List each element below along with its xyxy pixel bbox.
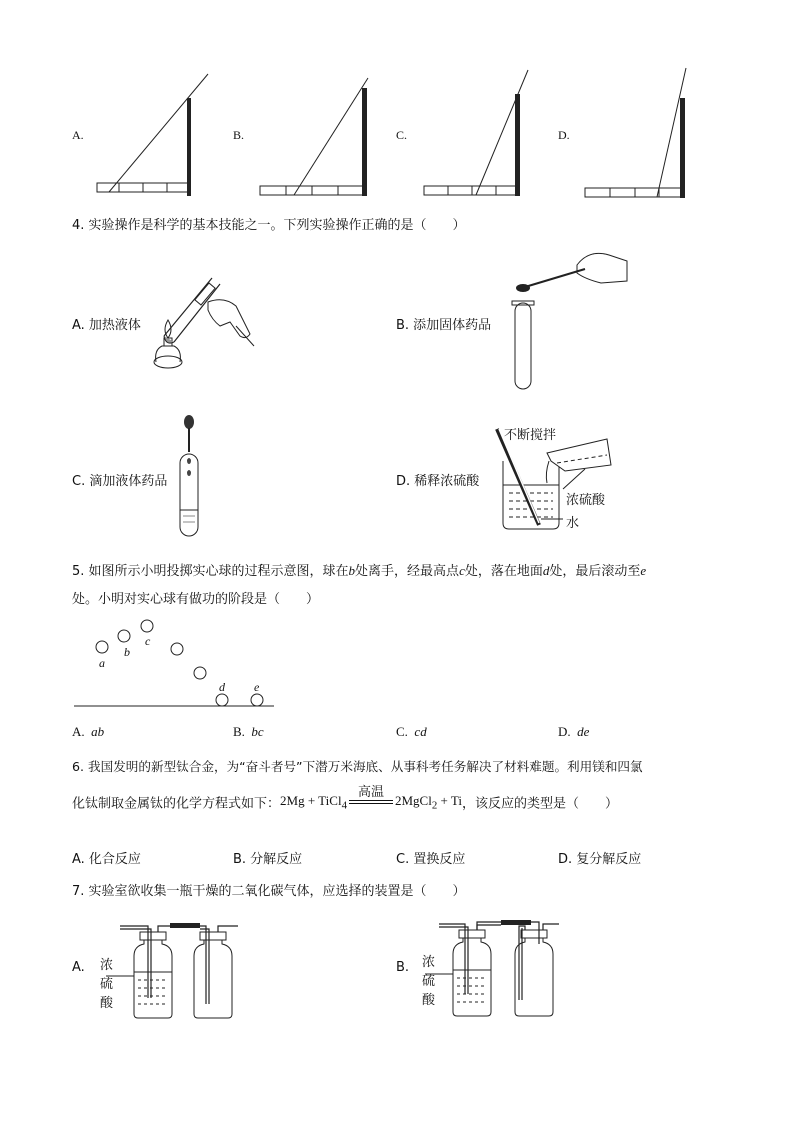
trajectory-point-c: c	[145, 634, 151, 648]
q6-line2-prefix: 化钛制取金属钛的化学方程式如下：	[72, 796, 281, 812]
acid-label-b	[422, 953, 435, 1010]
q6-option-c: C. 置换反应	[396, 852, 466, 867]
q5-stem-line1	[72, 560, 646, 579]
q5-stem-part4: 处，最后滚动至	[549, 564, 641, 579]
q3-ladder-figure-c	[422, 70, 542, 200]
q7-stem: 7. 实验室欲收集一瓶干燥的二氧化碳气体，应选择的装置是（ ）	[72, 884, 466, 899]
q3-option-d-label: D.	[558, 128, 570, 142]
acid-label-b-char1: 浓	[422, 955, 436, 970]
trajectory-point-a: a	[99, 656, 105, 670]
q6-option-d: D. 复分解反应	[558, 852, 642, 867]
q4-option-b: B. 添加固体药品	[396, 318, 492, 333]
gas-washing-apparatus-b	[435, 914, 585, 1019]
reaction-condition-label: 高温	[357, 785, 384, 800]
acid-label-b-char3: 酸	[422, 993, 436, 1008]
trajectory-point-b: b	[124, 645, 130, 659]
adding-solid-illustration	[505, 245, 635, 395]
q5-option-b-value: bc	[251, 724, 264, 739]
equation-products: 2MgCl	[394, 792, 432, 808]
stir-label: 不断搅拌	[504, 428, 557, 443]
q5-option-d	[558, 724, 589, 740]
q7-option-b: B.	[396, 960, 410, 975]
q3-option-b-label: B.	[233, 128, 245, 142]
q5-option-a	[72, 724, 104, 740]
q3-ladder-figure-a	[95, 70, 215, 200]
water-label: 水	[566, 516, 580, 531]
sulfuric-acid-label: 浓硫酸	[566, 493, 606, 508]
adding-liquid-illustration	[175, 414, 215, 539]
heating-liquid-illustration	[150, 270, 260, 380]
acid-label-a-char3: 酸	[100, 996, 114, 1011]
q6-option-b: B. 分解反应	[233, 852, 303, 867]
acid-label-a-char2: 硫	[100, 977, 114, 992]
acid-label-b-char2: 硫	[422, 974, 436, 989]
q5-stem-line2: 处。小明对实心球有做功的阶段是（ ）	[72, 592, 320, 607]
q5-option-b	[233, 724, 264, 740]
q5-var-d: d	[542, 563, 550, 578]
equation-products-end: + Ti	[437, 792, 462, 808]
equation-product-subscript: 2	[431, 799, 438, 812]
q5-option-c-letter: C.	[396, 724, 408, 739]
q5-var-c: c	[459, 563, 465, 578]
q6-stem-line2	[72, 786, 618, 818]
q6-option-a: A. 化合反应	[72, 852, 141, 867]
q5-stem-part1: 5. 如图所示小明投掷实心球的过程示意图，球在	[72, 564, 349, 579]
shot-put-trajectory-figure	[74, 615, 294, 715]
q7-option-a: A.	[72, 960, 85, 975]
q5-var-b: b	[348, 563, 356, 578]
q3-option-a-label: A.	[72, 128, 84, 142]
q6-line2-suffix: ，该反应的类型是（ ）	[461, 796, 618, 812]
q5-stem-part3: 处，落在地面	[464, 564, 543, 579]
q5-var-e: e	[640, 563, 647, 578]
q4-option-c: C. 滴加液体药品	[72, 474, 168, 489]
acid-label-a-char1: 浓	[100, 958, 114, 973]
q3-ladder-figure-d	[583, 66, 703, 196]
q5-option-b-letter: B.	[233, 724, 245, 739]
q5-option-c	[396, 724, 427, 740]
q5-option-d-letter: D.	[558, 724, 571, 739]
equation-reactants: 2Mg + TiCl	[280, 792, 342, 808]
q5-option-c-value: cd	[414, 724, 427, 739]
q5-option-a-value: ab	[91, 724, 105, 739]
q3-option-c-label: C.	[396, 128, 408, 142]
q5-stem-part2: 处离手，经最高点	[355, 564, 460, 579]
trajectory-point-d: d	[219, 680, 225, 694]
q4-stem: 4. 实验操作是科学的基本技能之一。下列实验操作正确的是（ ）	[72, 218, 466, 233]
q4-option-a: A. 加热液体	[72, 318, 141, 333]
equation-condition	[349, 786, 393, 818]
q5-option-a-letter: A.	[72, 724, 85, 739]
gas-washing-apparatus-a	[112, 918, 262, 1023]
q6-stem-line1: 6. 我国发明的新型钛合金，为“奋斗者号”下潜万米海底、从事科考任务解决了材料难题。利用镁和四氯	[72, 759, 643, 774]
trajectory-point-e: e	[254, 680, 260, 694]
q3-ladder-figure-b	[258, 70, 378, 200]
q5-option-d-value: de	[577, 724, 590, 739]
chemical-equation	[280, 785, 462, 812]
equation-reactant-subscript: 4	[341, 799, 347, 812]
q4-option-d: D. 稀释浓硫酸	[396, 474, 480, 489]
